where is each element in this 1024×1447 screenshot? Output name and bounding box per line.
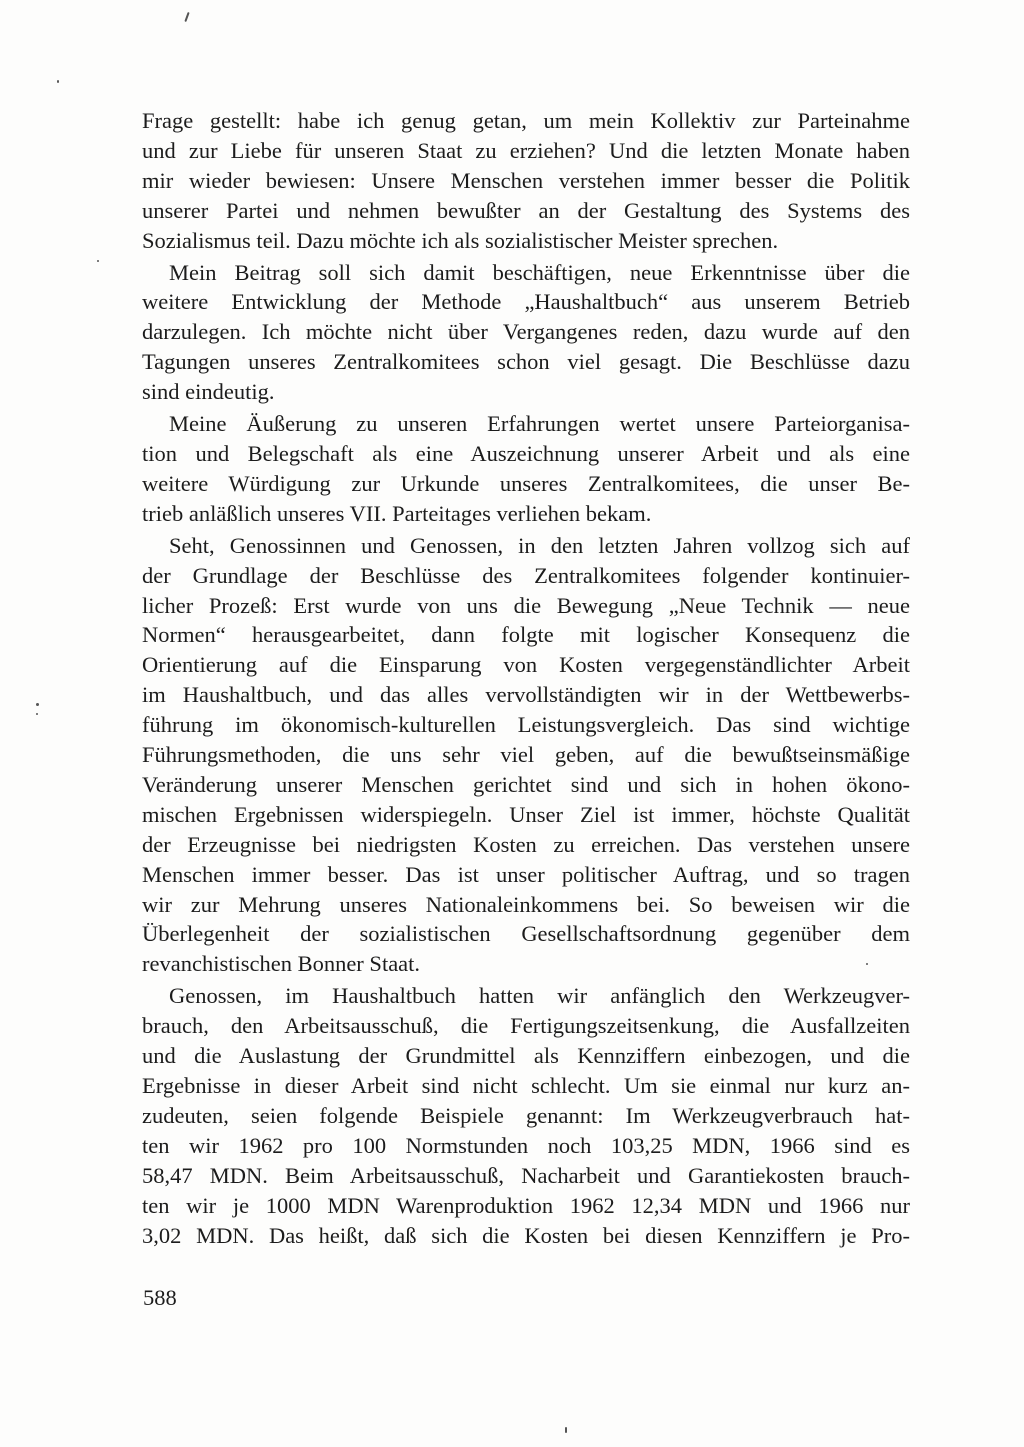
text-line: mir wieder bewiesen: Unsere Menschen verstehen immer besser die Politik <box>142 167 910 193</box>
scan-speck <box>866 963 868 965</box>
text-line: Überlegenheit der sozialistischen Gesellschaftsordnung gegenüber dem <box>142 921 910 947</box>
text-line: Genossen, im Haushaltbuch hatten wir anfänglich den Werkzeugver- <box>169 983 910 1009</box>
text-line: Tagungen unseres Zentralkomitees schon viel gesagt. Die Beschlüsse dazu <box>142 349 910 375</box>
text-line: weitere Entwicklung der Methode „Haushaltbuch“ aus unserem Betrieb <box>142 289 910 315</box>
text-line: Seht, Genossinnen und Genossen, in den letzten Jahren vollzog sich auf <box>169 532 910 558</box>
body-text <box>142 106 910 1250</box>
page-number: 588 <box>143 1285 177 1310</box>
text-line: zudeuten, seien folgende Beispiele genannt: Im Werkzeugverbrauch hat- <box>142 1102 910 1128</box>
text-line: Frage gestellt: habe ich genug getan, um mein Kollektiv zur Parteinahme <box>142 108 910 133</box>
text-line: im Haushaltbuch, und das alles vervollständigten wir in der Wettbewerbs- <box>142 682 910 708</box>
text-line: Menschen immer besser. Das ist unser politischer Auftrag, und so tragen <box>142 861 910 887</box>
text-line: der Grundlage der Beschlüsse des Zentralkomitees folgender kontinuier- <box>142 562 910 588</box>
text-line: und die Auslastung der Grundmittel als Kennziffern einbezogen, und die <box>142 1043 910 1069</box>
text-line: Sozialismus teil. Dazu möchte ich als sozialistischer Meister sprechen. <box>142 227 779 253</box>
text-line: Ergebnisse in dieser Arbeit sind nicht schlecht. Um sie einmal nur kurz an- <box>142 1073 910 1098</box>
text-line: weitere Würdigung zur Urkunde unseres Zentralkomitees, die unser Be- <box>142 470 910 496</box>
paragraph <box>142 981 910 1250</box>
text-line: führung im ökonomisch-kulturellen Leistungsvergleich. Das sind wichtige <box>142 712 910 738</box>
text-line: 58,47 MDN. Beim Arbeitsausschuß, Nacharbeit und Garantiekosten brauch- <box>142 1162 910 1188</box>
text-line: darzulegen. Ich möchte nicht über Vergangenes reden, dazu wurde auf den <box>142 319 910 345</box>
text-line: und zur Liebe für unseren Staat zu erziehen? Und die letzten Monate haben <box>142 137 910 163</box>
scan-speck <box>36 703 39 706</box>
scan-speck <box>565 1427 567 1433</box>
text-line: revanchistischen Bonner Staat. <box>142 951 421 977</box>
text-line: Veränderung unserer Menschen gerichtet sind und sich in hohen ökono- <box>142 771 910 797</box>
text-line: sind eindeutig. <box>142 379 275 405</box>
text-line: 3,02 MDN. Das heißt, daß sich die Kosten bei diesen Kennziffern je Pro- <box>142 1222 910 1248</box>
scan-speck <box>36 713 38 715</box>
paragraph <box>142 106 910 256</box>
text-line: der Erzeugnisse bei niedrigsten Kosten zu erreichen. Das verstehen unsere <box>142 831 910 857</box>
text-line: Orientierung auf die Einsparung von Kosten vergegenständlichter Arbeit <box>142 652 910 678</box>
scan-speck <box>97 260 99 262</box>
paragraph <box>142 258 910 408</box>
text-line: mischen Ergebnissen widerspiegeln. Unser Ziel ist immer, höchste Qualität <box>142 801 910 827</box>
text-line: ten wir je 1000 MDN Warenproduktion 1962 12,34 MDN und 1966 nur <box>142 1192 910 1218</box>
scan-speck <box>184 12 189 22</box>
text-line: trieb anläßlich unseres VII. Parteitages verliehen bekam. <box>142 500 652 526</box>
paragraph <box>142 409 910 529</box>
text-line: wir zur Mehrung unseres Nationaleinkommens bei. So beweisen wir die <box>142 891 910 917</box>
text-line: Führungsmethoden, die uns sehr viel geben, auf die bewußtseinsmäßige <box>142 742 910 768</box>
scan-speck <box>57 80 59 83</box>
paragraph <box>142 531 910 980</box>
text-line: unserer Partei und nehmen bewußter an der Gestaltung des Systems des <box>142 197 910 223</box>
text-line: tion und Belegschaft als eine Auszeichnung unserer Arbeit und als eine <box>142 440 910 466</box>
text-line: Mein Beitrag soll sich damit beschäftigen, neue Erkenntnisse über die <box>169 259 910 285</box>
text-line: brauch, den Arbeitsausschuß, die Fertigungszeitsenkung, die Ausfallzeiten <box>142 1013 910 1039</box>
text-line: licher Prozeß: Erst wurde von uns die Bewegung „Neue Technik — neue <box>142 592 910 618</box>
text-line: ten wir 1962 pro 100 Normstunden noch 103,25 MDN, 1966 sind es <box>142 1132 910 1158</box>
text-line: Normen“ herausgearbeitet, dann folgte mit logischer Konsequenz die <box>142 622 910 648</box>
text-line: Meine Äußerung zu unseren Erfahrungen wertet unsere Parteiorganisa- <box>169 411 910 437</box>
